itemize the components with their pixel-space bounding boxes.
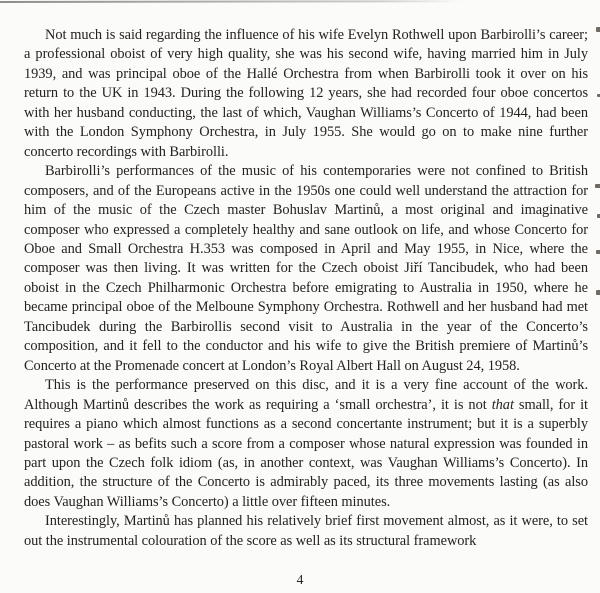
scan-speck (596, 27, 600, 32)
paragraph-text: Interestingly, Martinů has planned his relatively brief first movement almost, as it were, to set out the instrumental colouration of the score as well as its structural framework (24, 513, 588, 549)
paragraph-martinu-concerto-history (24, 162, 588, 376)
paragraph-text: This is the performance preserved on this disc, and it is a very fine account of the work. Although Martinů describes the work as requiring a ‘small orchestra’, it is not (24, 377, 588, 413)
paragraph-text: small, for it requires a piano which almost functions as a second concertante instrument; but it is a superbly pastoral work – as befits such a score from a composer whose natural expression was founded in part upon the Czech folk idiom (as, in another context, was Vaughan Williams’s Concerto). In addition, the structure of the Concerto is admirably paced, its three movements lasting (as also does Vaughan Williams’s Concerto) a little over fifteen minutes. (24, 396, 588, 510)
scan-speck (596, 290, 600, 295)
paragraph-first-movement (24, 512, 588, 551)
paragraph-performance-description (24, 376, 588, 512)
paragraph-rothwell-influence (24, 26, 588, 162)
liner-notes-text (24, 26, 588, 551)
scan-artifact-top-line (0, 0, 463, 3)
scan-speck (596, 250, 600, 254)
italic-word-that: that (491, 396, 514, 413)
paragraph-text: Barbirolli’s performances of the music of his contemporaries were not confined to British composers, and of the Europeans active in the 1950s one could well understand the attraction for him of the music of the Czech master Bohuslav Martinů, a most original and imaginative composer who expressed a completely healthy and sane outlook on life, and whose Concerto for Oboe and Small Orchestra H.353 was composed in April and May 1955, in Nice, where the composer was then living. It was written for the Czech oboist Jiří Tancibudek, who had been oboist in the Czech Philharmonic Orchestra before emigrating to Australia in 1950, where he became principal oboe of the Melboune Symphony Orchestra. Rothwell and her husband had met Tancibudek during the Barbirollis second visit to Australia in the year of the Concerto’s composition, and it fell to the conductor and his wife to give the British premiere of Martinů’s Concerto at the Promenade concert at London’s Royal Albert Hall on August 24, 1958. (24, 163, 588, 374)
scan-speck (595, 184, 600, 188)
paragraph-text: Not much is said regarding the influence of his wife Evelyn Rothwell upon Barbirolli’s career; a professional oboist of very high quality, she was his second wife, having married him in July 1939, and was principal oboe of the Hallé Orchestra from when Barbirolli took it over on his return to the UK in 1943. During the following 12 years, she had recorded four oboe concertos with her husband conducting, the last of which, Vaughan Williams’s Concerto of 1944, had been with the London Symphony Orchestra, in July 1955. She would go on to make nine further concerto recordings with Barbirolli. (24, 27, 588, 160)
page-number: 4 (296, 572, 304, 587)
